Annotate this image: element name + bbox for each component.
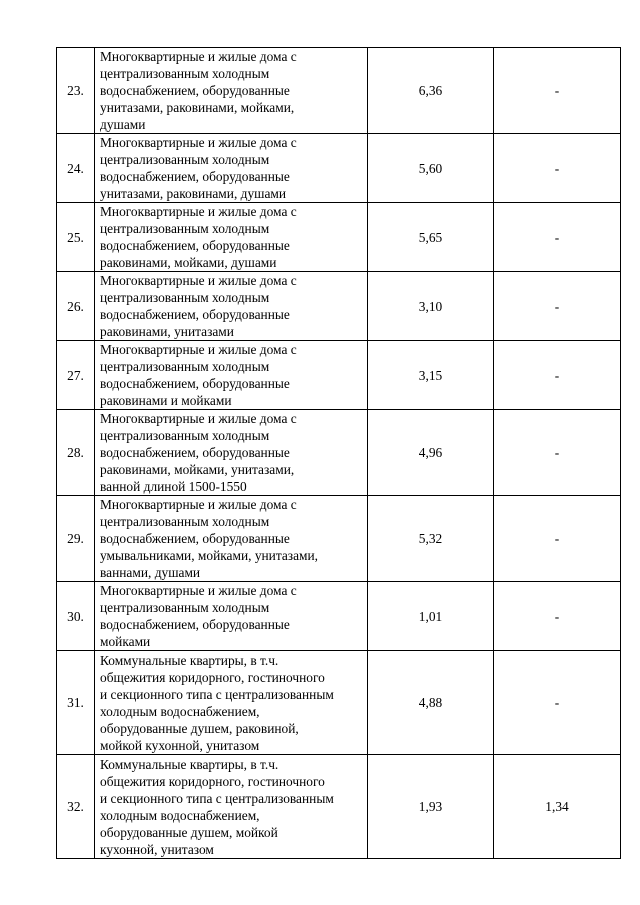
row-description: Многоквартирные и жилые дома с централизованным холодным водоснабжением, оборудованные раковинами, мойками, душами [100, 204, 297, 270]
row-description: Коммунальные квартиры, в т.ч. общежития коридорного, гостиночного и секционного типа с централизованным холодным водоснабжением, оборудованные душем, мойкой кухонной, унитазом [100, 756, 334, 857]
row-number: 31. [57, 651, 95, 755]
row-description: Многоквартирные и жилые дома с централизованным холодным водоснабжением, оборудованные мойками [100, 583, 297, 649]
table-row [57, 48, 621, 134]
value-column-1: 4,96 [368, 410, 494, 496]
value-column-1: 3,10 [368, 272, 494, 341]
row-description: Коммунальные квартиры, в т.ч. общежития коридорного, гостиночного и секционного типа с централизованным холодным водоснабжением, оборудованные душем, раковиной, мойкой кухонной, унитазом [100, 652, 334, 753]
row-number: 29. [57, 496, 95, 582]
table-row [57, 582, 621, 651]
table-row [57, 203, 621, 272]
value-column-2: - [494, 48, 621, 134]
value-column-1: 1,01 [368, 582, 494, 651]
row-description: Многоквартирные и жилые дома с централизованным холодным водоснабжением, оборудованные раковинами, унитазами [100, 273, 297, 339]
value-column-2: 1,34 [494, 755, 621, 859]
row-description: Многоквартирные и жилые дома с централизованным холодным водоснабжением, оборудованные раковинами и мойками [100, 342, 297, 408]
value-column-2: - [494, 582, 621, 651]
value-column-2: - [494, 496, 621, 582]
value-column-2: - [494, 134, 621, 203]
row-description: Многоквартирные и жилые дома с централизованным холодным водоснабжением, оборудованные унитазами, раковинами, мойками, душами [100, 49, 297, 132]
value-column-1: 3,15 [368, 341, 494, 410]
table-row [57, 496, 621, 582]
row-number: 24. [57, 134, 95, 203]
table-row [57, 410, 621, 496]
value-column-2: - [494, 651, 621, 755]
value-column-2: - [494, 341, 621, 410]
row-number: 25. [57, 203, 95, 272]
value-column-1: 1,93 [368, 755, 494, 859]
row-description: Многоквартирные и жилые дома с централизованным холодным водоснабжением, оборудованные раковинами, мойками, унитазами, ванной длиной 1500-1550 [100, 411, 297, 494]
row-number: 26. [57, 272, 95, 341]
norms-table [56, 47, 621, 859]
table-row [57, 272, 621, 341]
value-column-1: 5,65 [368, 203, 494, 272]
value-column-1: 6,36 [368, 48, 494, 134]
value-column-2: - [494, 410, 621, 496]
table-row [57, 755, 621, 859]
row-description: Многоквартирные и жилые дома с централизованным холодным водоснабжением, оборудованные умывальниками, мойками, унитазами, ваннами, душами [100, 497, 319, 580]
row-number: 32. [57, 755, 95, 859]
row-number: 27. [57, 341, 95, 410]
value-column-1: 4,88 [368, 651, 494, 755]
value-column-2: - [494, 272, 621, 341]
row-number: 30. [57, 582, 95, 651]
value-column-1: 5,32 [368, 496, 494, 582]
row-number: 23. [57, 48, 95, 134]
row-number: 28. [57, 410, 95, 496]
table-row [57, 651, 621, 755]
table-row [57, 134, 621, 203]
value-column-1: 5,60 [368, 134, 494, 203]
row-description: Многоквартирные и жилые дома с централизованным холодным водоснабжением, оборудованные унитазами, раковинами, душами [100, 135, 297, 201]
value-column-2: - [494, 203, 621, 272]
table-row [57, 341, 621, 410]
